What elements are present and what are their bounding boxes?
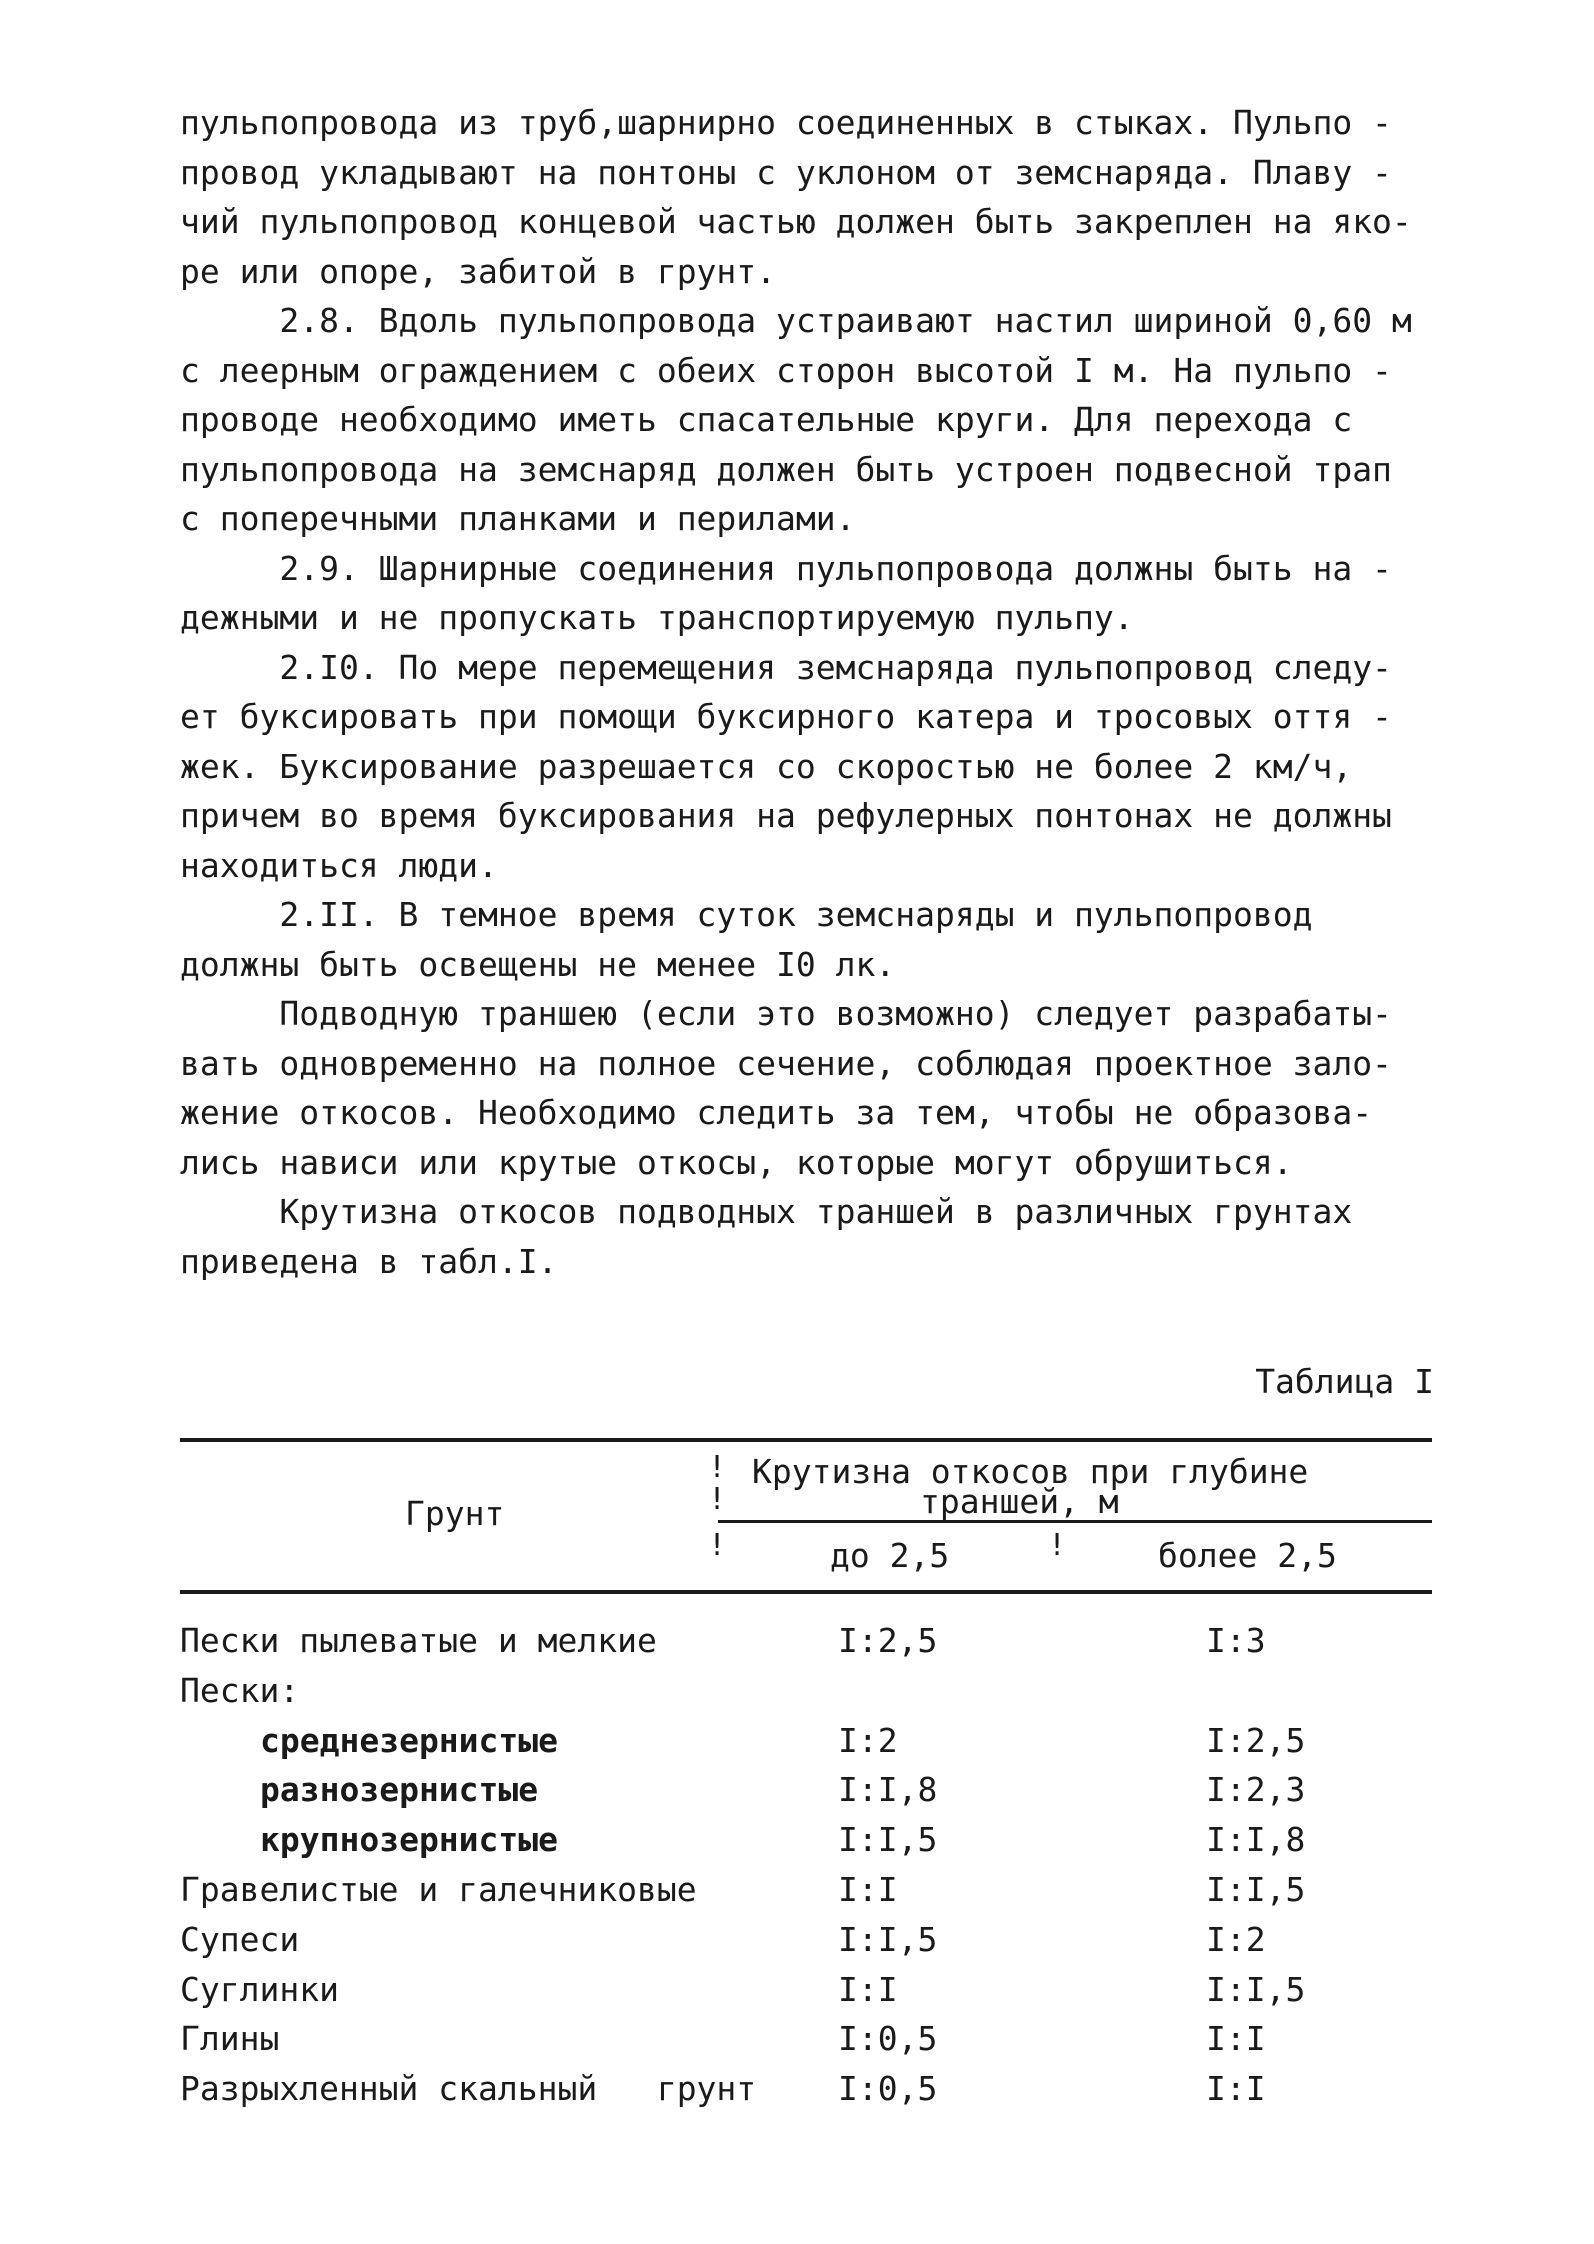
slope-up-to-2-5: I:I,5 [838, 1919, 938, 1959]
text-line: Подводную траншею (если это возможно) следует разрабаты- [180, 994, 1392, 1033]
header-group-title: Крутизна откосов при глубине [752, 1452, 1309, 1491]
text-line: должны быть освещены не менее I0 лк. [180, 944, 896, 984]
soil-name: Разрыхленный скальный грунт [180, 2069, 757, 2109]
text-line: жек. Буксирование разрешается со скоростью не более 2 км/ч, [180, 746, 1353, 786]
header-separator: ! [708, 1450, 727, 1485]
table-row [180, 2014, 1432, 2064]
text-line: проводе необходимо иметь спасательные круги. Для перехода с [180, 400, 1353, 439]
table-caption: Таблица I [1255, 1362, 1434, 1401]
soil-name: Пески пылеватые и мелкие [180, 1621, 657, 1660]
text-line: вать одновременно на полное сечение, соблюдая проектное зало- [180, 1043, 1392, 1083]
slope-over-2-5: I:2 [1206, 1919, 1266, 1959]
slope-up-to-2-5: I:0,5 [838, 2069, 938, 2109]
text-line: с леерным ограждением с обеих сторон высотой I м. На пульпо - [180, 350, 1392, 390]
table-row [180, 1815, 1432, 1865]
slope-over-2-5: I:I,8 [1206, 1820, 1306, 1860]
soil-name: крупнозернистые [260, 1820, 559, 1860]
slope-over-2-5: I:I [1206, 2019, 1266, 2059]
header-over: более 2,5 [1158, 1536, 1337, 1575]
table-row [180, 1915, 1432, 1965]
slope-up-to-2-5: I:I [838, 1969, 898, 2009]
table-row [180, 1716, 1432, 1766]
slope-up-to-2-5: I:0,5 [838, 2019, 938, 2059]
soil-name: разнозернистые [260, 1770, 539, 1810]
table-body [180, 1616, 1432, 2114]
text-line: чий пульпопровод концевой частью должен быть закреплен на яко- [180, 202, 1412, 241]
header-group-title-cont: траншей, м [920, 1482, 1119, 1521]
table-row [180, 1865, 1432, 1915]
slope-up-to-2-5: I:I,5 [838, 1820, 938, 1860]
slope-over-2-5: I:I,5 [1206, 1969, 1306, 2009]
table-row [180, 1965, 1432, 2015]
table-row [180, 1666, 1432, 1716]
slope-up-to-2-5: I:I [838, 1869, 898, 1909]
slope-over-2-5: I:2,3 [1206, 1770, 1306, 1810]
slope-up-to-2-5: I:2,5 [838, 1621, 938, 1660]
table-row [180, 1765, 1432, 1815]
text-line: пульпопровода из труб,шарнирно соединенных в стыках. Пульпо - [180, 103, 1392, 142]
header-separator: ! [1048, 1528, 1067, 1563]
soil-name: Глины [180, 2019, 280, 2059]
table-top-rule [180, 1438, 1432, 1442]
text-line: лись нависи или крутые откосы, которые могут обрушиться. [180, 1142, 1293, 1182]
text-line: 2.I0. По мере перемещения земснаряда пульпопровод следу- [180, 647, 1392, 687]
header-up-to: до 2,5 [830, 1536, 950, 1575]
text-line: дежными и не пропускать транспортируемую пульпу. [180, 598, 1134, 637]
text-line: с поперечными планками и перилами. [180, 499, 856, 538]
soil-name: среднезернистые [260, 1720, 559, 1760]
text-line: ре или опоре, забитой в грунт. [180, 251, 777, 291]
text-line: 2.II. В темное время суток земснаряды и пульпопровод [180, 895, 1313, 934]
text-line: 2.8. Вдоль пульпопровода устраивают настил шириной 0,60 м [180, 301, 1412, 340]
soil-name: Супеси [180, 1919, 300, 1959]
slope-over-2-5: I:I [1206, 2069, 1266, 2109]
soil-name: Суглинки [180, 1969, 339, 2009]
slope-over-2-5: I:I,5 [1206, 1869, 1306, 1909]
text-line: приведена в табл.I. [180, 1241, 558, 1281]
body-text [180, 98, 1450, 1286]
slope-over-2-5: I:3 [1206, 1621, 1266, 1660]
soil-name: Гравелистые и галечниковые [180, 1869, 697, 1909]
soil-name: Пески: [180, 1670, 300, 1710]
slope-over-2-5: I:2,5 [1206, 1720, 1306, 1760]
text-line: находиться люди. [180, 845, 498, 885]
text-line: ет буксировать при помощи буксирного катера и тросовых оття - [180, 697, 1392, 736]
text-line: жение откосов. Необходимо следить за тем, чтобы не образова- [180, 1093, 1373, 1132]
table-row [180, 2064, 1432, 2114]
slope-up-to-2-5: I:I,8 [838, 1770, 938, 1810]
table-row [180, 1616, 1432, 1666]
header-soil: Грунт [405, 1494, 505, 1533]
text-line: Крутизна откосов подводных траншей в различных грунтах [180, 1192, 1353, 1231]
header-separator: ! [708, 1482, 727, 1517]
text-line: причем во время буксирования на рефулерных понтонах не должны [180, 796, 1392, 835]
text-line: пульпопровода на земснаряд должен быть устроен подвесной трап [180, 449, 1392, 489]
slope-up-to-2-5: I:2 [838, 1720, 898, 1760]
header-separator: ! [708, 1528, 727, 1563]
text-line: 2.9. Шарнирные соединения пульпопровода должны быть на - [180, 548, 1392, 588]
text-line: провод укладывают на понтоны с уклоном от земснаряда. Плаву - [180, 152, 1392, 192]
header-bottom-rule [180, 1590, 1432, 1594]
